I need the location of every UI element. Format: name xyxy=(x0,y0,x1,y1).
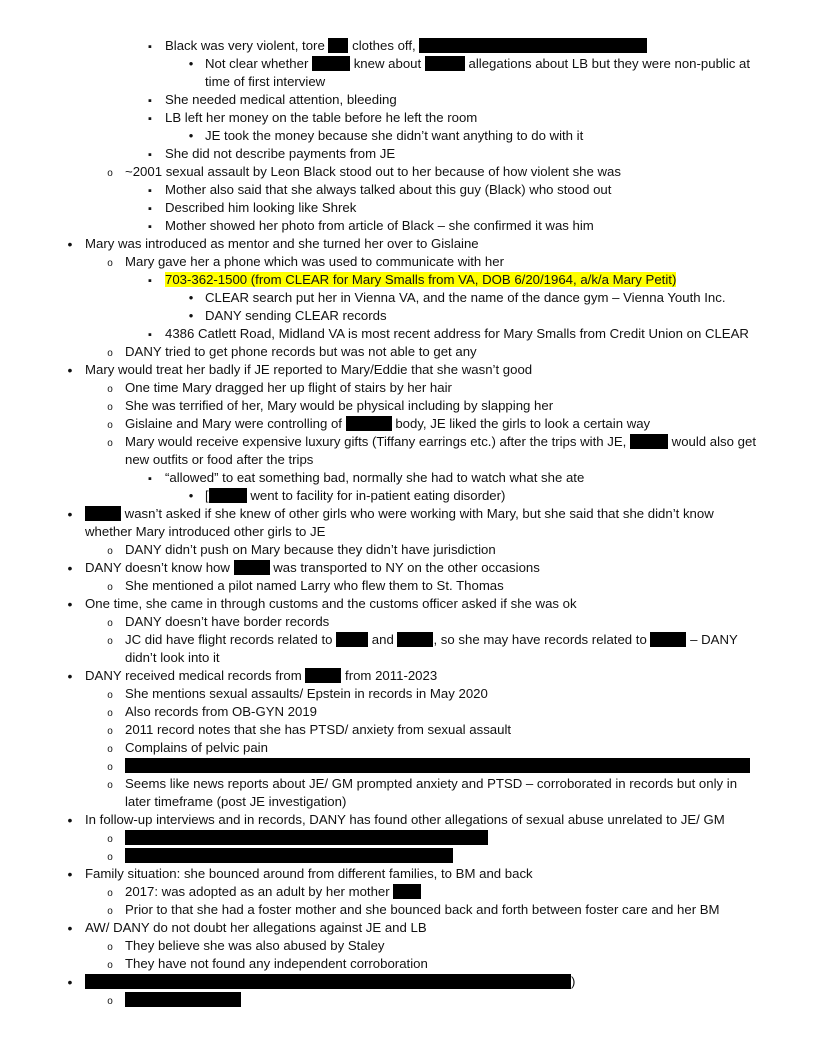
list-item: DANY didn’t push on Mary because they didn’t have jurisdiction xyxy=(125,542,496,557)
list-item: Also records from OB-GYN 2019 xyxy=(125,704,318,719)
list-item xyxy=(165,271,676,289)
list-item: In follow-up interviews and in records, DANY has found other allegations of sexual abuse unrelated to JE/ GM xyxy=(85,812,725,827)
redaction-box xyxy=(630,434,668,449)
bullet xyxy=(103,955,117,975)
bullet xyxy=(103,703,117,723)
bullet xyxy=(103,757,117,777)
bullet xyxy=(63,667,77,686)
list-item: They have not found any independent corroboration xyxy=(125,956,428,971)
list-item: JE took the money because she didn’t want anything to do with it xyxy=(205,128,584,143)
list-item: Described him looking like Shrek xyxy=(165,200,357,215)
list-item: AW/ DANY do not doubt her allegations against JE and LB xyxy=(85,920,427,935)
list-item: She mentioned a pilot named Larry who flew them to St. Thomas xyxy=(125,578,504,593)
redaction-box xyxy=(305,668,341,683)
list-item xyxy=(125,757,750,775)
list-item: [ went to facility for in-patient eating disorder) xyxy=(205,488,506,503)
redaction-box xyxy=(125,830,488,845)
bullet xyxy=(103,883,117,903)
list-item: DANY tried to get phone records but was not able to get any xyxy=(125,344,477,359)
bullet xyxy=(103,415,117,435)
list-item xyxy=(125,829,488,847)
bullet xyxy=(103,721,117,741)
list-item: 2011 record notes that she has PTSD/ anxiety from sexual assault xyxy=(125,722,512,737)
bullet xyxy=(184,487,198,505)
bullet xyxy=(143,217,157,236)
redaction-box xyxy=(419,38,647,53)
redaction-box xyxy=(328,38,348,53)
bullet xyxy=(103,397,117,417)
redaction-box xyxy=(125,848,453,863)
bullet xyxy=(184,289,198,307)
list-item: She mentions sexual assaults/ Epstein in records in May 2020 xyxy=(125,686,488,701)
bullet xyxy=(103,343,117,363)
bullet xyxy=(184,55,198,73)
list-item: CLEAR search put her in Vienna VA, and the name of the dance gym – Vienna Youth Inc. xyxy=(205,290,726,305)
redaction-box xyxy=(85,506,121,521)
bullet xyxy=(63,559,77,578)
bullet xyxy=(143,145,157,164)
highlighted-text: 703-362-1500 (from CLEAR for Mary Smalls from VA, DOB 6/20/1964, a/k/a Mary Petit) xyxy=(165,272,677,287)
bullet xyxy=(143,325,157,344)
list-item: Mary would receive expensive luxury gifts (Tiffany earrings etc.) after the trips with JE, would also get xyxy=(125,434,756,449)
bullet xyxy=(63,235,77,254)
bullet xyxy=(143,199,157,218)
list-item: Gislaine and Mary were controlling of body, JE liked the girls to look a certain way xyxy=(125,416,651,431)
list-item: ~2001 sexual assault by Leon Black stood out to her because of how violent she was xyxy=(125,164,621,179)
list-item: DANY doesn’t know how was transported to NY on the other occasions xyxy=(85,560,540,575)
list-item: One time, she came in through customs and the customs officer asked if she was ok xyxy=(85,596,577,611)
bullet xyxy=(143,181,157,200)
bullet xyxy=(184,307,198,325)
bullet xyxy=(63,595,77,614)
list-item: DANY sending CLEAR records xyxy=(205,308,387,323)
redaction-box xyxy=(85,974,571,989)
bullet xyxy=(103,163,117,183)
redaction-box xyxy=(336,632,368,647)
list-item-continued: whether Mary introduced other girls to JE xyxy=(85,524,326,539)
list-item: Mary was introduced as mentor and she turned her over to Gislaine xyxy=(85,236,479,251)
list-item-continued: new outfits or food after the trips xyxy=(125,452,314,467)
bullet xyxy=(103,433,117,453)
list-item: Family situation: she bounced around from different families, to BM and back xyxy=(85,866,533,881)
bullet xyxy=(103,847,117,867)
bullet xyxy=(103,379,117,399)
list-item: Prior to that she had a foster mother and she bounced back and forth between foster care and her BM xyxy=(125,902,720,917)
redaction-box xyxy=(346,416,392,431)
list-item: “allowed” to eat something bad, normally she had to watch what she ate xyxy=(165,470,585,485)
bullet xyxy=(103,901,117,921)
bullet xyxy=(63,865,77,884)
bullet xyxy=(103,739,117,759)
list-item: Mother also said that she always talked about this guy (Black) who stood out xyxy=(165,182,612,197)
bullet xyxy=(103,685,117,705)
redaction-box xyxy=(397,632,433,647)
list-item: Black was very violent, tore clothes off, xyxy=(165,37,647,55)
bullet xyxy=(103,937,117,957)
bullet xyxy=(143,91,157,110)
list-item: ) xyxy=(85,973,575,991)
redaction-box xyxy=(312,56,350,71)
redaction-box xyxy=(650,632,686,647)
list-item: wasn’t asked if she knew of other girls who were working with Mary, but she said that she didn’t know xyxy=(85,505,714,523)
redaction-box xyxy=(425,56,465,71)
bullet xyxy=(103,253,117,273)
bullet xyxy=(103,577,117,597)
list-item: She was terrified of her, Mary would be physical including by slapping her xyxy=(125,398,554,413)
bullet xyxy=(63,505,77,524)
list-item: JC did have flight records related to and , so she may have records related to – DANY xyxy=(125,632,738,647)
redaction-box xyxy=(209,488,247,503)
list-item: DANY received medical records from from 2011-2023 xyxy=(85,668,438,683)
bullet xyxy=(143,109,157,128)
list-item-continued: later timeframe (post JE investigation) xyxy=(125,794,347,809)
list-item: One time Mary dragged her up flight of stairs by her hair xyxy=(125,380,452,395)
bullet xyxy=(143,271,157,290)
list-item xyxy=(125,847,453,865)
list-item-continued: time of first interview xyxy=(205,74,326,89)
bullet xyxy=(184,127,198,145)
bullet xyxy=(63,973,77,992)
redaction-box xyxy=(393,884,421,899)
list-item: 2017: was adopted as an adult by her mother xyxy=(125,883,421,901)
list-item: DANY doesn’t have border records xyxy=(125,614,330,629)
bullet xyxy=(103,631,117,651)
list-item xyxy=(125,991,241,1009)
bullet xyxy=(63,811,77,830)
redaction-box xyxy=(125,992,241,1007)
bullet xyxy=(103,613,117,633)
redaction-box xyxy=(125,758,750,773)
redaction-box xyxy=(234,560,270,575)
list-item: Seems like news reports about JE/ GM prompted anxiety and PTSD – corroborated in records but only in xyxy=(125,776,738,791)
list-item: She needed medical attention, bleeding xyxy=(165,92,397,107)
list-item: Mary gave her a phone which was used to communicate with her xyxy=(125,254,504,269)
bullet xyxy=(63,919,77,938)
list-item: They believe she was also abused by Staley xyxy=(125,938,385,953)
bullet xyxy=(143,37,157,56)
bullet xyxy=(103,991,117,1011)
bullet xyxy=(103,775,117,795)
bullet xyxy=(143,469,157,488)
bullet xyxy=(103,541,117,561)
list-item: Not clear whether knew about allegations about LB but they were non-public at xyxy=(205,56,751,71)
list-item: 4386 Catlett Road, Midland VA is most recent address for Mary Smalls from Credit Union on CLEAR xyxy=(165,326,749,341)
bullet xyxy=(63,361,77,380)
list-item: Complains of pelvic pain xyxy=(125,740,268,755)
list-item: Mary would treat her badly if JE reported to Mary/Eddie that she wasn’t good xyxy=(85,362,533,377)
list-item: LB left her money on the table before he left the room xyxy=(165,110,478,125)
list-item-continued: didn’t look into it xyxy=(125,650,220,665)
bullet xyxy=(103,829,117,849)
list-item: She did not describe payments from JE xyxy=(165,146,396,161)
list-item: Mother showed her photo from article of Black – she confirmed it was him xyxy=(165,218,594,233)
